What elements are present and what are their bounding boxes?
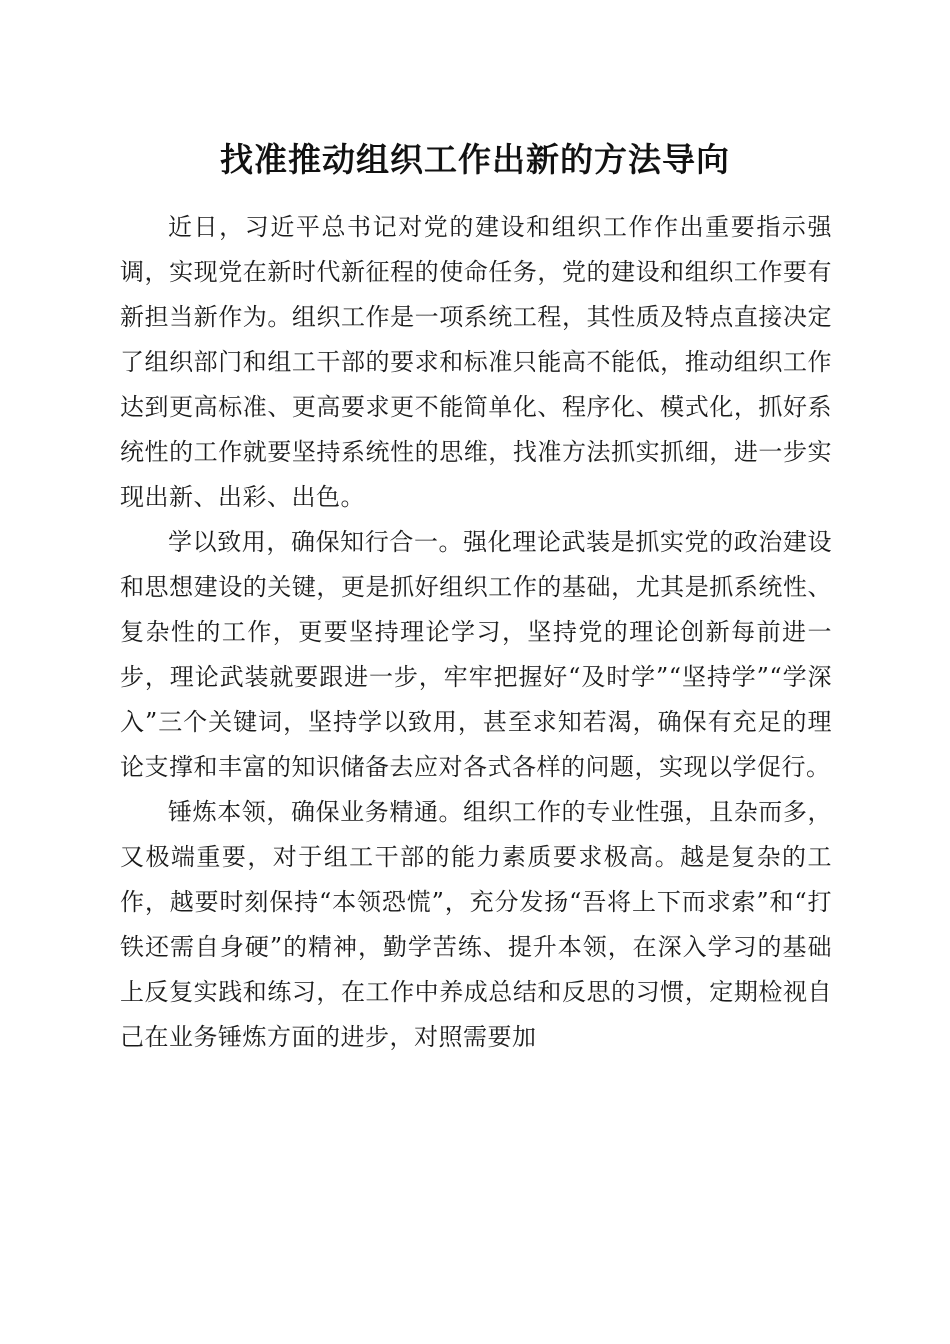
paragraph-study: 学以致用，确保知行合一。强化理论武装是抓实党的政治建设和思想建设的关键，更是抓好组织工作的基础，尤其是抓系统性、复杂性的工作，更要坚持理论学习，坚持党的理论创新每前进一步，理论武装就要跟进一步，牢牢把握好“及时学”“坚持学”“学深入”三个关键词，坚持学以致用，甚至求知若渴，确保有充足的理论支撑和丰富的知识储备去应对各式各样的问题，实现以学促行。	[120, 528, 832, 781]
paragraph-intro: 近日，习近平总书记对党的建设和组织工作作出重要指示强调，实现党在新时代新征程的使命任务，党的建设和组织工作要有新担当新作为。组织工作是一项系统工程，其性质及特点直接决定了组织部门和组工干部的要求和标准只能高不能低，推动组织工作达到更高标准、更高要求更不能简单化、程序化、模式化，抓好系统性的工作就要坚持系统性的思维，找准方法抓实抓细，进一步实现出新、出彩、出色。	[120, 213, 832, 511]
page-title: 找准推动组织工作出新的方法导向	[220, 140, 730, 179]
paragraph-skills: 锤炼本领，确保业务精通。组织工作的专业性强，且杂而多，又极端重要，对于组工干部的能力素质要求极高。越是复杂的工作，越要时刻保持“本领恐慌”，充分发扬“吾将上下而求索”和“打铁还需自身硬”的精神，勤学苦练、提升本领，在深入学习的基础上反复实践和练习，在工作中养成总结和反思的习惯，定期检视自己在业务锤炼方面的进步，对照需要加	[120, 798, 832, 1051]
document-body	[120, 205, 832, 1060]
